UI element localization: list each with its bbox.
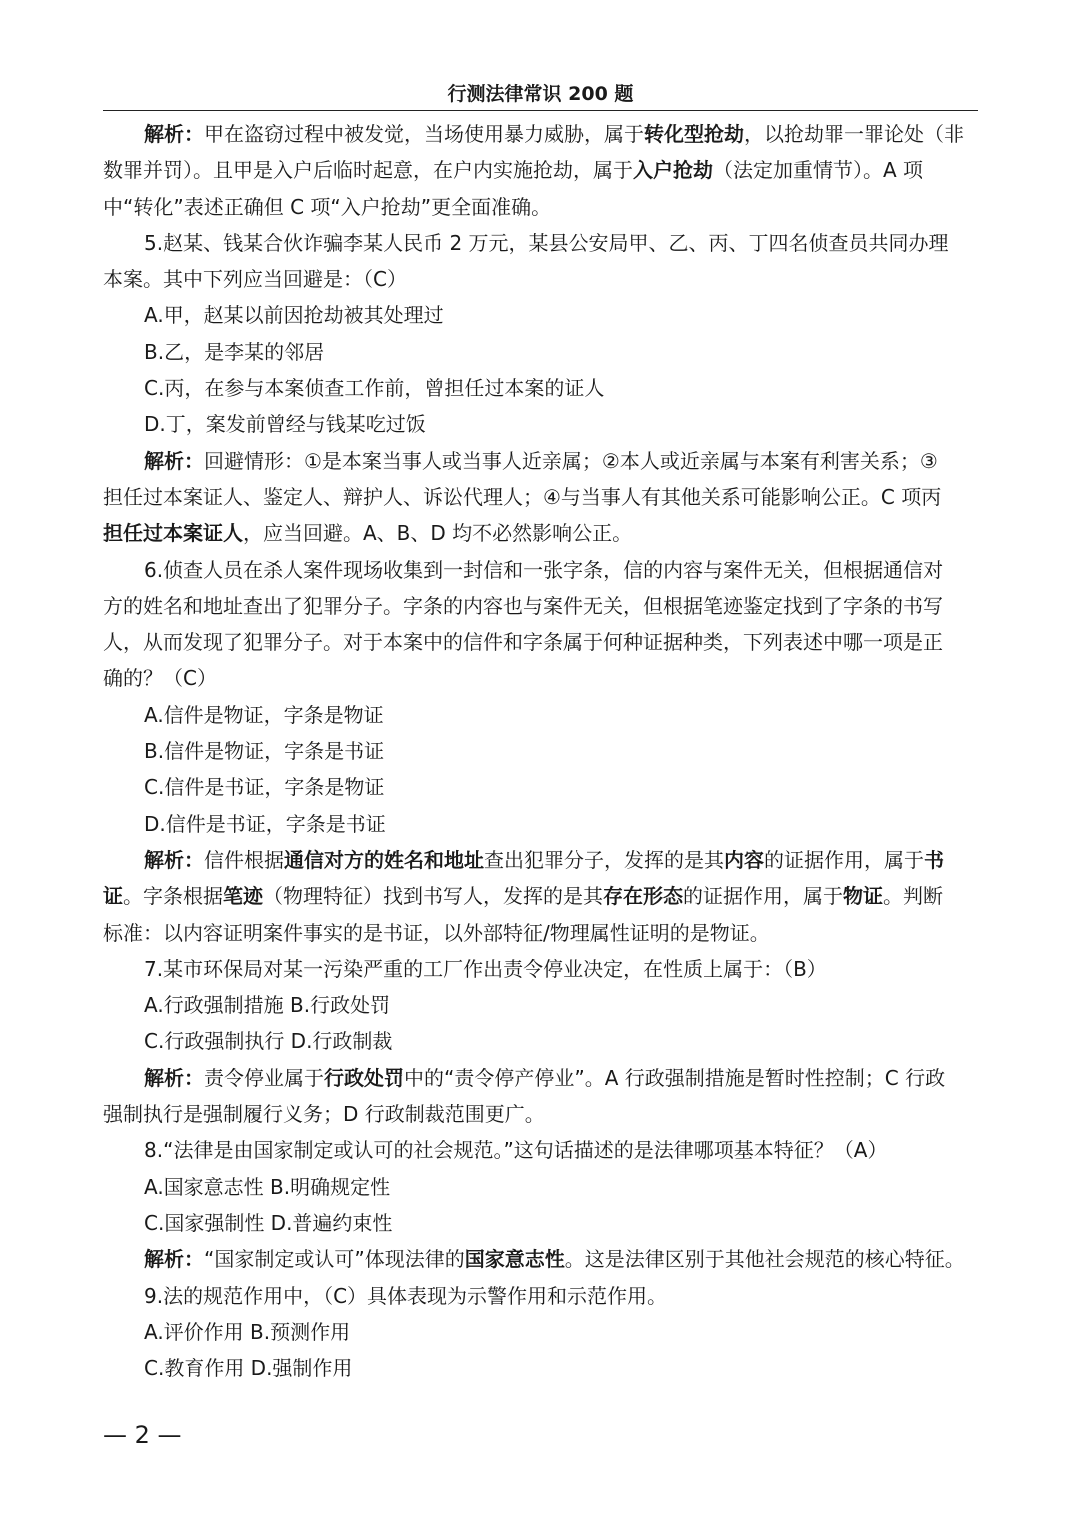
text-line	[103, 1169, 978, 1205]
text-run: 8.“法律是由国家制定或认可的社会规范。”这句话描述的是法律哪项基本特征？（A）	[144, 1138, 888, 1163]
text-run: D.信件是书证，字条是书证	[144, 811, 386, 836]
text-run: C.信件是书证，字条是物证	[144, 775, 385, 800]
text-run: B.乙，是李某的邻居	[144, 339, 325, 364]
text-run: A.国家意志性 B.明确规定性	[144, 1174, 391, 1199]
text-run: 数罪并罚）。且甲是入户后临时起意，在户内实施抢劫，属于	[103, 158, 633, 183]
text-line	[103, 152, 978, 188]
text-line	[103, 1132, 978, 1168]
text-run: 本案。其中下列应当回避是：（C）	[103, 267, 407, 292]
text-line	[103, 479, 978, 515]
text-run: 确的？（C）	[103, 666, 217, 691]
text-line	[103, 116, 978, 152]
text-run: 查出犯罪分子，发挥的是其	[484, 847, 724, 872]
text-line	[103, 769, 978, 805]
bold-text: 通信对方的姓名和地址	[284, 847, 484, 872]
page-header-title: 行测法律常识 200 题	[447, 83, 634, 105]
text-run: 。字条根据	[123, 884, 223, 909]
bold-text: 物证	[843, 884, 883, 909]
text-run: A.甲，赵某以前因抢劫被其处理过	[144, 303, 444, 328]
text-run: 信件根据	[204, 847, 284, 872]
header-rule	[103, 110, 978, 111]
text-run: （法定加重情节）。A 项	[713, 158, 924, 183]
bold-text: 书	[924, 847, 944, 872]
text-line	[103, 334, 978, 370]
text-line	[103, 1241, 978, 1277]
text-line	[103, 1314, 978, 1350]
text-run: 责令停业属于	[204, 1065, 324, 1090]
bold-text: 证	[103, 884, 123, 909]
text-line	[103, 1023, 978, 1059]
text-run: ，以抢劫罪一罪论处（非	[744, 122, 964, 146]
text-line	[103, 878, 978, 914]
text-run: A.评价作用 B.预测作用	[144, 1319, 351, 1344]
bold-text: 笔迹	[223, 884, 263, 909]
text-run: 7.某市环保局对某一污染严重的工厂作出责令停业决定，在性质上属于：（B）	[144, 956, 827, 981]
text-line	[103, 987, 978, 1023]
text-line	[103, 915, 978, 951]
text-run: C.国家强制性 D.普遍约束性	[144, 1210, 393, 1235]
bold-text: 存在形态	[603, 884, 683, 909]
text-run: 9.法的规范作用中，（C）具体表现为示警作用和示范作用。	[144, 1283, 668, 1308]
text-run: 强制执行是强制履行义务；D 行政制裁范围更广。	[103, 1102, 545, 1127]
text-run: 5.赵某、钱某合伙诈骗李某人民币 2 万元，某县公安局甲、乙、丙、丁四名侦查员共同办理	[144, 230, 949, 255]
bold-text: 担任过本案证人	[103, 521, 243, 546]
bold-text: 内容	[724, 847, 764, 872]
text-line	[103, 588, 978, 624]
text-run: C.丙，在参与本案侦查工作前，曾担任过本案的证人	[144, 376, 605, 401]
text-run: A.行政强制措施 B.行政处罚	[144, 993, 391, 1018]
text-line	[103, 443, 978, 479]
text-line	[103, 189, 978, 225]
text-run: “国家制定或认可”体现法律的	[204, 1247, 465, 1272]
text-line	[103, 697, 978, 733]
text-run: 的证据作用，属于	[683, 884, 843, 909]
text-line	[103, 806, 978, 842]
text-run: 人，从而发现了犯罪分子。对于本案中的信件和字条属于何种证据种类，下列表述中哪一项是正	[103, 630, 943, 655]
text-line	[103, 515, 978, 551]
text-line	[103, 261, 978, 297]
text-line	[103, 1060, 978, 1096]
text-line	[103, 406, 978, 442]
text-run: ，应当回避。A、B、D 均不必然影响公正。	[243, 521, 633, 546]
text-run: （物理特征）找到书写人，发挥的是其	[263, 884, 603, 909]
bold-text: 国家意志性	[464, 1247, 565, 1272]
text-run: 中的“责令停产停业”。A 行政强制措施是暂时性控制；C 行政	[404, 1065, 946, 1090]
text-run: 标准：以内容证明案件事实的是书证，以外部特征/物理属性证明的是物证。	[103, 920, 770, 945]
bold-text: 解析：	[144, 1065, 204, 1090]
document-body	[103, 116, 978, 1386]
text-run: C.教育作用 D.强制作用	[144, 1356, 353, 1381]
text-run: 甲在盗窃过程中被发觉，当场使用暴力威胁，属于	[204, 122, 644, 146]
bold-text: 解析：	[144, 448, 204, 473]
text-line	[103, 1350, 978, 1386]
text-run: 回避情形：①是本案当事人或当事人近亲属；②本人或近亲属与本案有利害关系；③	[204, 448, 938, 473]
text-run: 6.侦查人员在杀人案件现场收集到一封信和一张字条，信的内容与案件无关，但根据通信对	[144, 557, 944, 582]
bold-text: 解析：	[144, 1247, 204, 1272]
bold-text: 行政处罚	[324, 1065, 404, 1090]
bold-text: 入户抢劫	[633, 158, 713, 183]
text-line	[103, 1205, 978, 1241]
text-run: 的证据作用，属于	[764, 847, 924, 872]
text-line	[103, 660, 978, 696]
text-line	[103, 552, 978, 588]
text-line	[103, 842, 978, 878]
bold-text: 解析：	[144, 847, 204, 872]
text-run: 。判断	[883, 884, 943, 909]
text-line	[103, 225, 978, 261]
text-line	[103, 951, 978, 987]
text-line	[103, 733, 978, 769]
text-line	[103, 624, 978, 660]
text-line	[103, 1278, 978, 1314]
text-run: B.信件是物证，字条是书证	[144, 739, 385, 764]
text-line	[103, 1096, 978, 1132]
bold-text: 解析：	[144, 122, 204, 146]
text-line	[103, 297, 978, 333]
page-number: — 2 —	[103, 1421, 182, 1449]
text-run: 担任过本案证人、鉴定人、辩护人、诉讼代理人；④与当事人有其他关系可能影响公正。C 项丙	[103, 484, 942, 509]
text-run: D.丁，案发前曾经与钱某吃过饭	[144, 412, 426, 437]
text-run: C.行政强制执行 D.行政制裁	[144, 1029, 393, 1054]
text-run: 。这是法律区别于其他社会规范的核心特征。	[564, 1247, 965, 1272]
text-run: 中“转化”表述正确但 C 项“入户抢劫”更全面准确。	[103, 194, 552, 219]
text-run: 方的姓名和地址查出了犯罪分子。字条的内容也与案件无关，但根据笔迹鉴定找到了字条的书写	[103, 593, 943, 618]
bold-text: 转化型抢劫	[644, 122, 744, 146]
text-run: A.信件是物证，字条是物证	[144, 702, 384, 727]
text-line	[103, 370, 978, 406]
